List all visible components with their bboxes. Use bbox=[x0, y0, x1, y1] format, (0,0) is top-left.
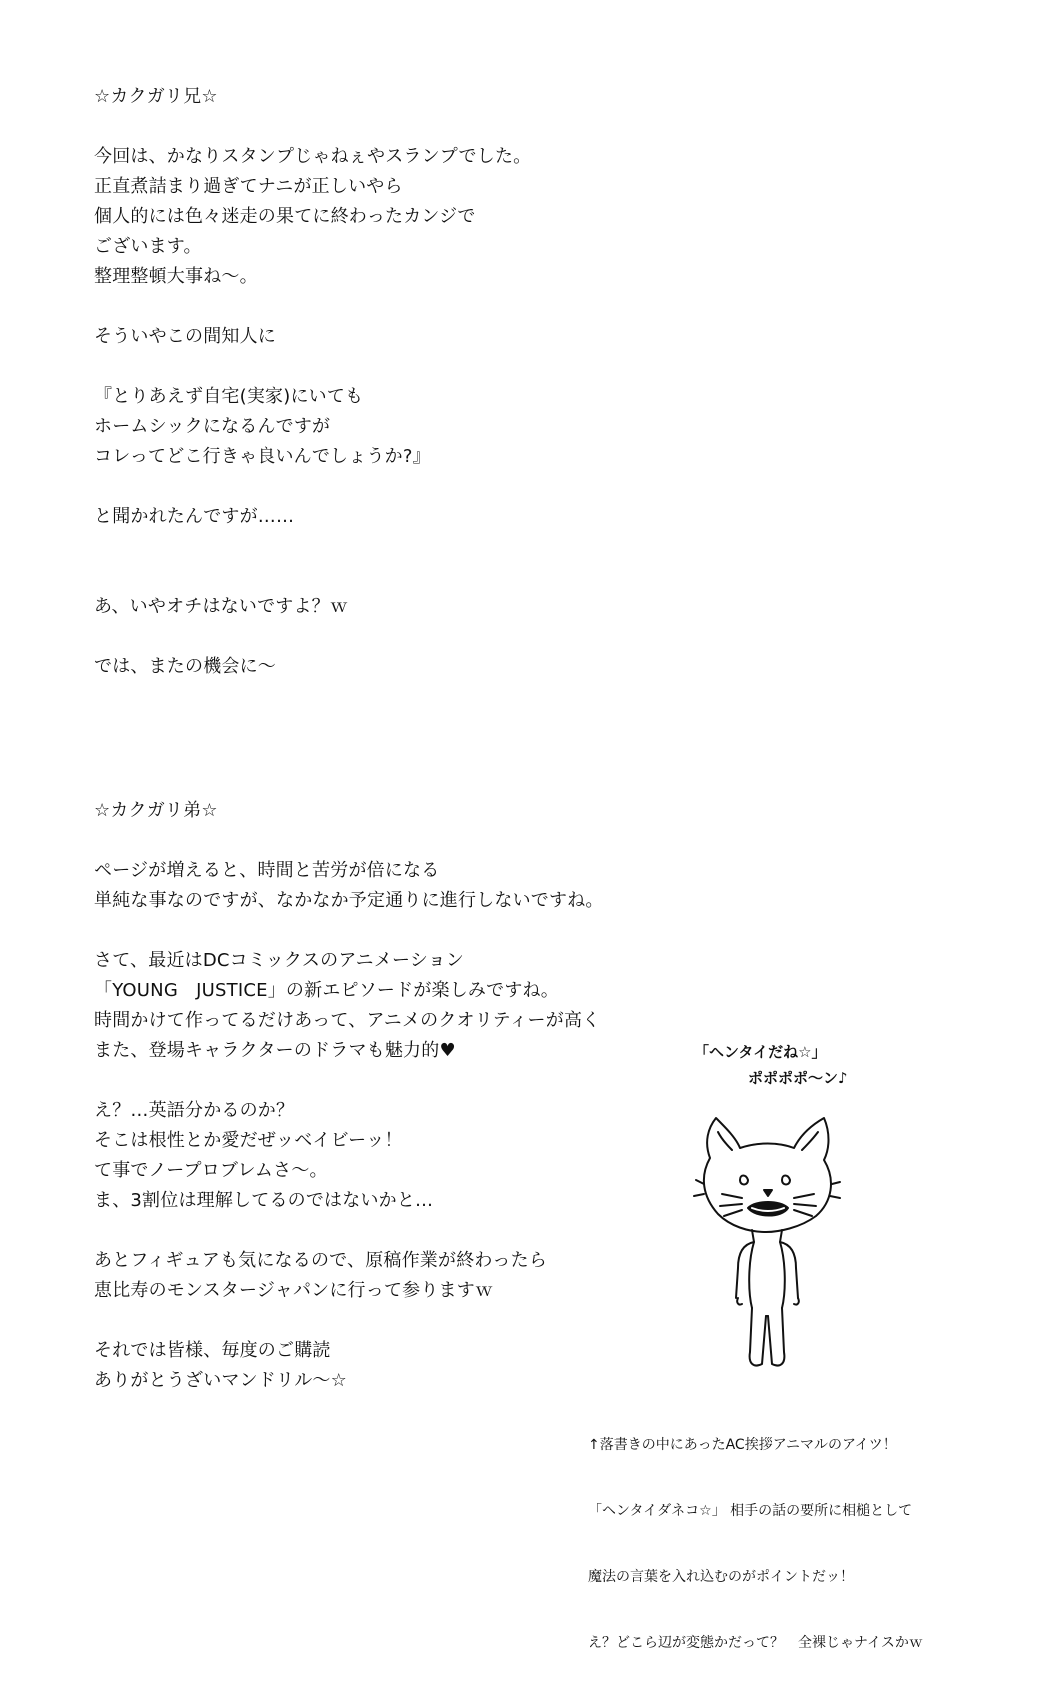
younger-p2-line4: また、登場キャラクターのドラマも魅力的♥ bbox=[94, 1040, 456, 1061]
younger-p4-line1: あとフィギュアも気になるので、原稿作業が終わったら bbox=[94, 1250, 548, 1271]
brother-p2: そういやこの間知人に bbox=[94, 326, 276, 347]
younger-p5-line1: それでは皆様、毎度のご購読 bbox=[94, 1340, 331, 1361]
brother-p1-line2: 正直煮詰まり過ぎてナニが正しいやら bbox=[94, 176, 403, 197]
brother-quote-line1: 『とりあえず自宅(実家)にいても bbox=[94, 386, 364, 407]
brother-p1-line4: ございます。 bbox=[94, 236, 202, 257]
younger-p2-line3: 時間かけて作ってるだけあって、アニメのクオリティーが高く bbox=[94, 1010, 601, 1031]
younger-p2-line2: 「YOUNG JUSTICE」の新エピソードが楽しみですね。 bbox=[94, 980, 559, 1001]
younger-heading: ☆カクガリ弟☆ bbox=[94, 800, 218, 821]
illustration-caption bbox=[588, 1390, 923, 1698]
speech-line-1: 「ヘンタイだね☆」 bbox=[694, 1043, 827, 1061]
younger-p3-line4: ま、3割位は理解してるのではないかと… bbox=[94, 1190, 434, 1211]
younger-p2-line1: さて、最近はDCコミックスのアニメーション bbox=[94, 950, 465, 971]
brother-p1-line1: 今回は、かなりスタンプじゃねぇやスランプでした。 bbox=[94, 146, 532, 167]
caption-line-3: 魔法の言葉を入れ込むのがポイントだッ！ bbox=[588, 1569, 854, 1585]
younger-p3-line2: そこは根性とか愛だぜッベイビーッ！ bbox=[94, 1130, 403, 1151]
caption-line-1: ↑落書きの中にあったAC挨拶アニマルのアイツ！ bbox=[588, 1437, 897, 1453]
younger-p1-line2: 単純な事なのですが、なかなか予定通りに進行しないですね。 bbox=[94, 890, 604, 911]
brother-quote-line2: ホームシックになるんですが bbox=[94, 416, 331, 437]
brother-heading: ☆カクガリ兄☆ bbox=[94, 86, 218, 107]
brother-quote-line3: コレってどこ行きゃ良いんでしょうか?』 bbox=[94, 446, 431, 467]
brother-p4: あ、いやオチはないですよ？ｗ bbox=[94, 596, 349, 617]
brother-p5: では、またの機会に〜 bbox=[94, 656, 276, 677]
brother-p3: と聞かれたんですが…… bbox=[94, 506, 295, 527]
section-younger bbox=[94, 796, 604, 1396]
brother-p1-line5: 整理整頓大事ね〜。 bbox=[94, 266, 258, 287]
section-brother bbox=[94, 82, 531, 682]
younger-p4-line2: 恵比寿のモンスタージャパンに行って参りますｗ bbox=[94, 1280, 494, 1301]
caption-line-4: え？どこら辺が変態かだって？ 全裸じゃナイスかｗ bbox=[588, 1635, 923, 1651]
brother-p1-line3: 個人的には色々迷走の果てに終わったカンジで bbox=[94, 206, 476, 227]
younger-p3-line3: て事でノープロブレムさ〜。 bbox=[94, 1160, 328, 1181]
speech-line-2: ポポポポ〜ン♪ bbox=[748, 1069, 848, 1087]
caption-line-2: 「ヘンタイダネコ☆」 相手の話の要所に相槌として bbox=[588, 1503, 913, 1519]
younger-p3-line1: え？…英語分かるのか？ bbox=[94, 1100, 295, 1121]
younger-p5-line2: ありがとうざいマンドリル〜☆ bbox=[94, 1370, 347, 1391]
younger-p1-line1: ページが増えると、時間と苦労が倍になる bbox=[94, 860, 440, 881]
cat-illustration-icon bbox=[682, 1102, 852, 1382]
